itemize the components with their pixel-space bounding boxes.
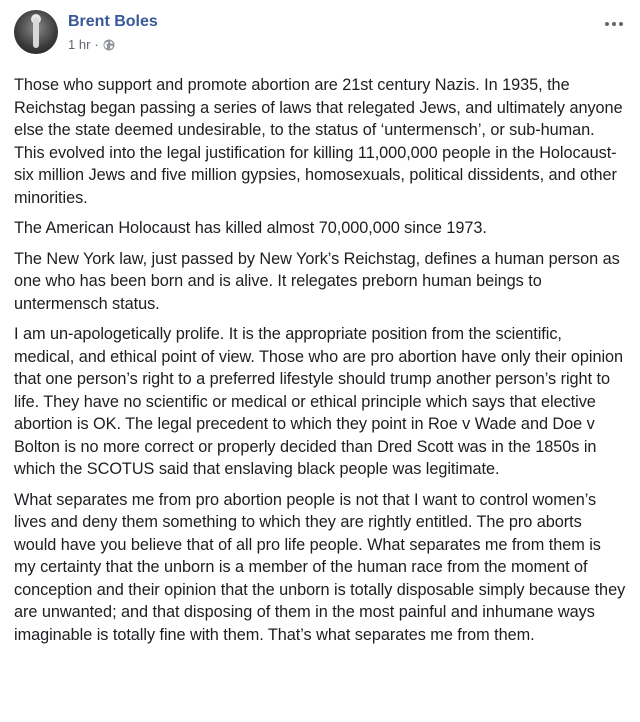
- post-header: [14, 8, 628, 68]
- avatar[interactable]: [14, 10, 58, 54]
- post-paragraph: The New York law, just passed by New York’s Reichstag, defines a human person as one who has been born and is alive. It relegates preborn human beings to untermensch status.: [14, 249, 620, 313]
- more-options-button[interactable]: [600, 14, 628, 34]
- post-header-text: [68, 8, 600, 53]
- author-name-link[interactable]: Brent Boles: [68, 13, 158, 30]
- post-paragraph: I am un-apologetically prolife. It is the appropriate position from the scientific, medical, and ethical point of view. Those who are pro abortion have only their opinion that one person’s right to a preferred lifestyle should trump another person’s right to life. They have no scientific or medical or ethical principle which says that elective abortion is OK. The legal precedent to which they point in Roe v Wade and Doe v Bolton is no more correct or properly decided than Dred Scott was in the 1850s in which the SCOTUS said that enslaving black people was legitimate.: [14, 325, 624, 478]
- post-meta: [68, 37, 600, 53]
- post-paragraph: Those who support and promote abortion are 21st century Nazis. In 1935, the Reichstag began passing a series of laws that relegated Jews, and ultimately anyone else the state deemed undesirable, to the status of ‘untermensch’, or sub-human. This evolved into the legal justification for killing 11,000,000 people in the Holocaust-six million Jews and five million gypsies, homosexuals, political dissidents, and other minorities.: [14, 76, 623, 207]
- ellipsis-icon-dot: [612, 22, 616, 26]
- post-paragraph: The American Holocaust has killed almost 70,000,000 since 1973.: [14, 219, 487, 237]
- avatar-figure-body: [33, 18, 39, 48]
- post-paragraph: What separates me from pro abortion people is not that I want to control women’s lives and deny them something to which they are rightly entitled. The pro aborts would have you believe that of all pro life people. What separates me from them is my certainty that the unborn is a member of the human race from the moment of conception and their opinion that the unborn is totally disposable simply because they are unwanted; and that disposing of them in the most painful and inhumane ways imaginable is totally fine with them. That’s what separates me from them.: [14, 490, 626, 644]
- post-timestamp-link[interactable]: 1 hr: [68, 37, 91, 52]
- ellipsis-icon-dot: [619, 22, 623, 26]
- meta-separator: ·: [94, 37, 99, 52]
- globe-icon[interactable]: [103, 39, 115, 51]
- post-body: [14, 74, 628, 646]
- ellipsis-icon: [605, 22, 609, 26]
